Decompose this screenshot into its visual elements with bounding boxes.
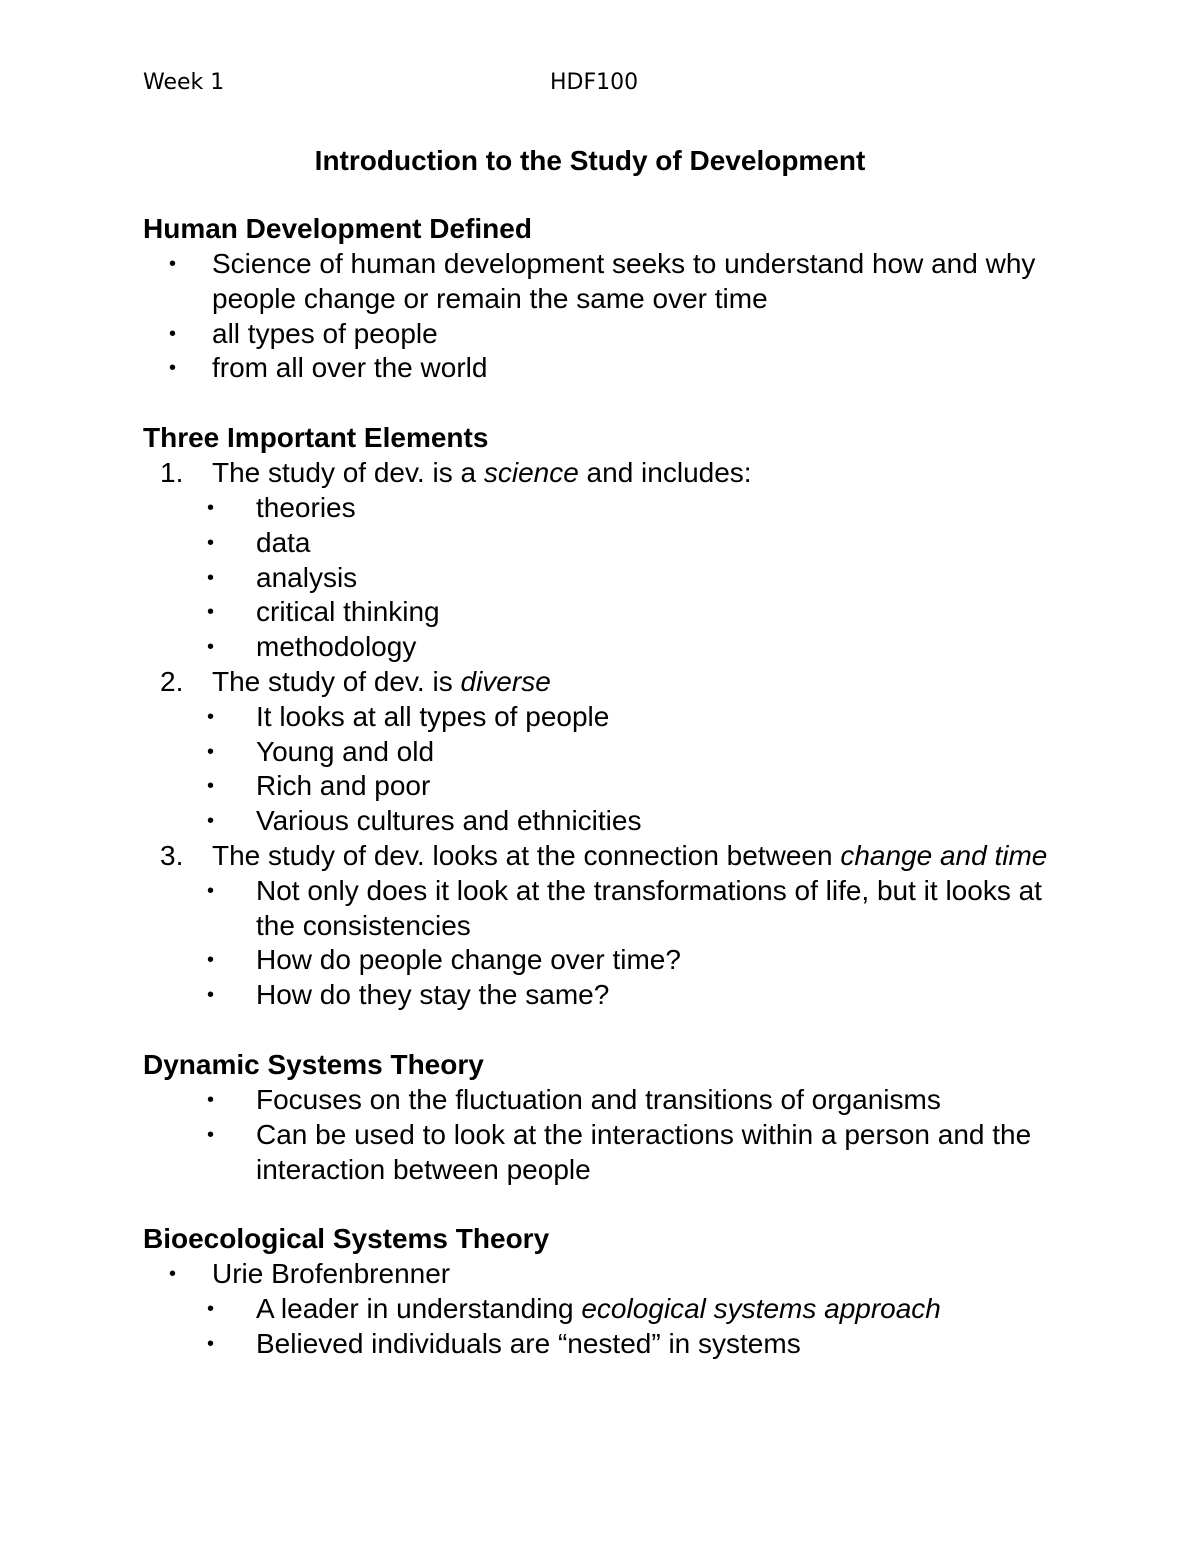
point-emphasis: diverse bbox=[460, 665, 551, 697]
list-item bbox=[143, 1327, 1073, 1362]
list-item-text: Young and old bbox=[256, 735, 435, 767]
numbered-item-1 bbox=[143, 456, 1073, 491]
list-number: 2. bbox=[160, 665, 184, 697]
list-item bbox=[143, 1292, 1073, 1327]
list-item-text: Believed individuals are “nested” in systems bbox=[256, 1327, 801, 1359]
list-item-text: A leader in understanding bbox=[256, 1293, 582, 1325]
bullet-icon: • bbox=[207, 1123, 215, 1146]
list-item bbox=[143, 630, 1073, 665]
document-body bbox=[143, 212, 1073, 1362]
bullet-icon: • bbox=[207, 601, 215, 624]
list-item-text: Urie Brofenbrenner bbox=[212, 1258, 451, 1290]
list-item bbox=[143, 491, 1073, 526]
bullet-icon: • bbox=[207, 949, 215, 972]
bullet-icon: • bbox=[207, 879, 215, 902]
bullet-icon: • bbox=[169, 322, 177, 345]
bullet-icon: • bbox=[207, 705, 215, 728]
list-item bbox=[143, 317, 1073, 352]
bullet-icon: • bbox=[207, 1332, 215, 1355]
bullet-icon: • bbox=[207, 531, 215, 554]
page-header bbox=[143, 70, 1143, 102]
list-item bbox=[143, 1083, 1073, 1118]
bullet-icon: • bbox=[207, 1088, 215, 1111]
list-item-text: How do people change over time? bbox=[256, 944, 681, 976]
section-heading-human-development: Human Development Defined bbox=[143, 213, 532, 244]
bullet-icon: • bbox=[207, 775, 215, 798]
list-item bbox=[143, 1257, 1073, 1292]
list-item-emphasis: ecological systems approach bbox=[581, 1293, 941, 1325]
list-item-text: Focuses on the fluctuation and transitions of organisms bbox=[256, 1083, 941, 1115]
bullet-icon: • bbox=[169, 357, 177, 380]
list-item bbox=[143, 978, 1073, 1013]
bullet-icon: • bbox=[207, 566, 215, 589]
section-heading-three-elements: Three Important Elements bbox=[143, 422, 489, 454]
list-item bbox=[143, 247, 1073, 317]
bullet-icon: • bbox=[169, 1263, 177, 1286]
list-item bbox=[143, 769, 1073, 804]
list-item-text: analysis bbox=[256, 561, 358, 593]
document-title: Introduction to the Study of Development bbox=[314, 145, 866, 176]
list-item-text: Not only does it look at the transformations of life, but it looks at the consistencies bbox=[256, 874, 1042, 941]
point-prefix: The study of dev. is a bbox=[212, 457, 484, 489]
header-course-code: HDF100 bbox=[550, 70, 639, 95]
numbered-item-2 bbox=[143, 665, 1073, 700]
bullet-icon: • bbox=[207, 740, 215, 763]
list-item-text: It looks at all types of people bbox=[256, 700, 610, 732]
section-heading-dynamic-systems: Dynamic Systems Theory bbox=[143, 1048, 484, 1080]
list-item-text: methodology bbox=[256, 631, 417, 663]
bullet-icon: • bbox=[207, 1298, 215, 1321]
list-item-text: Science of human development seeks to understand how and why people change or remain the same over time bbox=[212, 248, 1036, 314]
header-week: Week 1 bbox=[143, 70, 225, 95]
list-item bbox=[143, 351, 1073, 386]
point-prefix: The study of dev. looks at the connection between bbox=[212, 839, 841, 871]
section-heading-bioecological: Bioecological Systems Theory bbox=[143, 1223, 550, 1255]
point-emphasis: change and time bbox=[840, 839, 1048, 871]
bullet-icon: • bbox=[169, 253, 177, 275]
list-item-text: from all over the world bbox=[212, 352, 488, 384]
list-item bbox=[143, 595, 1073, 630]
list-item-text: all types of people bbox=[212, 317, 438, 349]
bullet-icon: • bbox=[207, 496, 215, 519]
list-item bbox=[143, 1118, 1073, 1188]
list-item bbox=[143, 561, 1073, 596]
list-number: 3. bbox=[160, 839, 184, 871]
list-item bbox=[143, 804, 1073, 839]
list-number: 1. bbox=[160, 457, 184, 489]
point-prefix: The study of dev. is bbox=[212, 665, 461, 697]
point-suffix: and includes: bbox=[578, 457, 752, 489]
bullet-icon: • bbox=[207, 810, 215, 833]
list-item bbox=[143, 700, 1073, 735]
list-item-text: How do they stay the same? bbox=[256, 979, 610, 1011]
bullet-icon: • bbox=[207, 636, 215, 659]
list-item bbox=[143, 735, 1073, 770]
list-item bbox=[143, 874, 1073, 944]
list-item-text: data bbox=[256, 526, 311, 558]
list-item-text: Rich and poor bbox=[256, 770, 431, 802]
numbered-item-3 bbox=[143, 839, 1073, 874]
list-item bbox=[143, 526, 1073, 561]
list-item-text: Various cultures and ethnicities bbox=[256, 805, 642, 837]
list-item-text: theories bbox=[256, 491, 356, 523]
list-item bbox=[143, 943, 1073, 978]
list-item-text: critical thinking bbox=[256, 596, 440, 628]
bullet-icon: • bbox=[207, 984, 215, 1007]
point-emphasis: science bbox=[483, 457, 579, 489]
list-item-text: Can be used to look at the interactions within a person and the interaction between people bbox=[256, 1118, 1032, 1185]
